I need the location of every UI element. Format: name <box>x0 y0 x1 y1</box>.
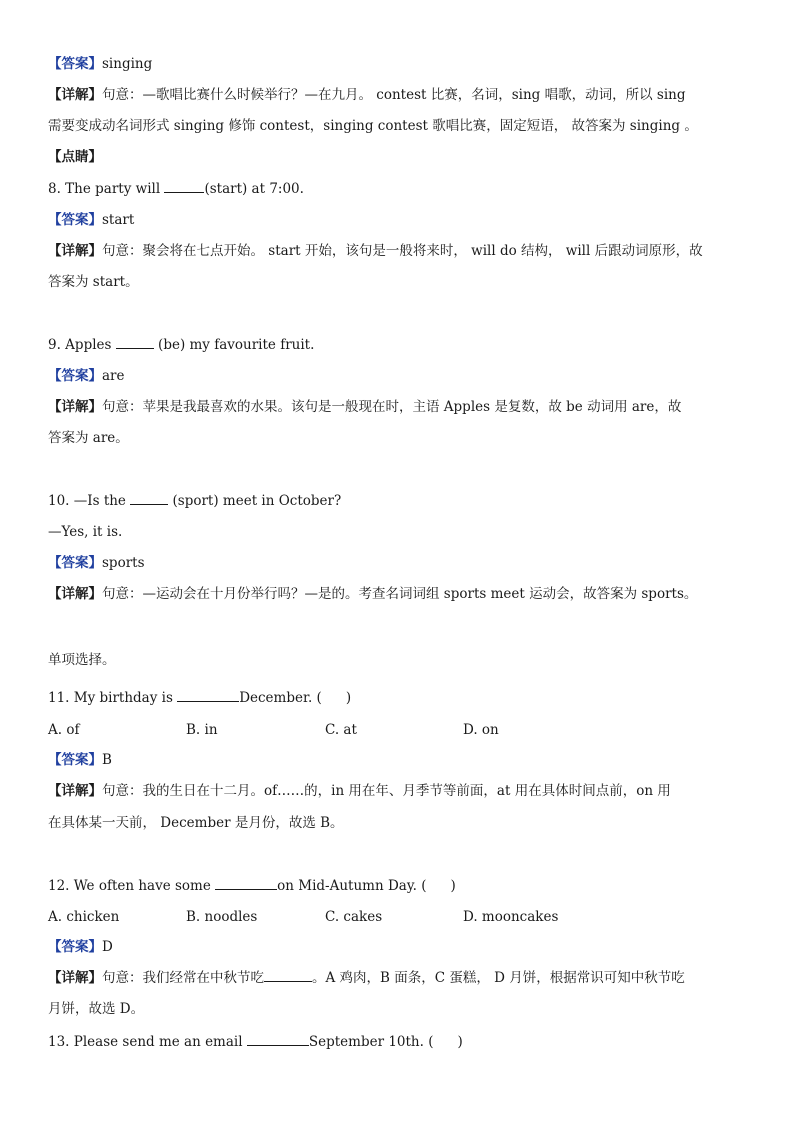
q9-question <box>48 335 758 355</box>
q12-detail-1b: 。A 鸡肉，B 面条，C 蛋糕， D 月饼，根据常识可知中秋节吃 <box>312 970 685 986</box>
q11-suffix: December. ( <box>239 690 322 706</box>
q8-answer-row <box>48 210 758 230</box>
q12-detail-1a: 句意：我们经常在中秋节吃 <box>102 970 264 986</box>
q9-suffix: (be) my favourite fruit. <box>158 337 315 353</box>
q9-blank <box>116 335 154 349</box>
q10-suffix: (sport) meet in October? <box>172 493 342 509</box>
q12-option-a: A. chicken <box>48 909 120 925</box>
q8-detail-1: 句意：聚会将在七点开始。 start 开始，该句是一般将来时， will do 结构， will 后跟动词原形，故 <box>102 243 703 259</box>
q8-blank <box>164 179 204 193</box>
q12-suffix: on Mid-Autumn Day. ( <box>277 878 427 894</box>
q9-answer: are <box>102 368 125 384</box>
q10-question-line-2 <box>48 522 758 542</box>
answer-label: 【答案】 <box>48 555 102 571</box>
q9-detail-row <box>48 397 758 417</box>
detail-label: 【详解】 <box>48 586 102 602</box>
q13-close: ) <box>457 1034 463 1050</box>
q7-answer-row <box>48 54 758 74</box>
q11-option-b: B. in <box>186 722 218 738</box>
q8-detail-row <box>48 241 758 261</box>
answer-label: 【答案】 <box>48 212 102 228</box>
q10-question <box>48 491 758 511</box>
section-title <box>48 650 758 670</box>
q8-detail-row-2 <box>48 272 758 292</box>
q12-answer: D <box>102 939 113 955</box>
q7-detail-row-2 <box>48 116 758 136</box>
q9-detail-row-2 <box>48 428 758 448</box>
q11-answer-row <box>48 750 758 770</box>
q8-answer: start <box>102 212 135 228</box>
q12-option-b: B. noodles <box>186 909 258 925</box>
q9-detail-1: 句意：苹果是我最喜欢的水果。该句是一般现在时，主语 Apples 是复数，故 be 动词用 are，故 <box>102 399 682 415</box>
section-title-text: 单项选择 <box>48 652 102 668</box>
answer-label: 【答案】 <box>48 368 102 384</box>
q9-answer-row <box>48 366 758 386</box>
q13-blank <box>247 1032 309 1046</box>
detail-label: 【详解】 <box>48 783 102 799</box>
q12-option-d: D. mooncakes <box>463 909 559 925</box>
q12-answer-row <box>48 937 758 957</box>
q12-detail-blank <box>264 968 312 982</box>
q11-option-c: C. at <box>325 722 357 738</box>
detail-label: 【详解】 <box>48 970 102 986</box>
comment-label: 【点睛】 <box>48 149 102 165</box>
q12-option-c: C. cakes <box>325 909 383 925</box>
answer-label: 【答案】 <box>48 939 102 955</box>
q11-blank <box>177 688 239 702</box>
q11-detail-1: 句意：我的生日在十二月。of……的，in 用在年、月季节等前面，at 用在具体时间点前，on 用 <box>102 783 671 799</box>
q11-option-a: A. of <box>48 722 80 738</box>
detail-label: 【详解】 <box>48 243 102 259</box>
q11-question <box>48 688 758 708</box>
q12-detail-row <box>48 968 758 988</box>
q11-prefix: 11. My birthday is <box>48 690 173 706</box>
q11-option-d: D. on <box>463 722 499 738</box>
q12-detail-row-2 <box>48 999 758 1019</box>
q8-question <box>48 179 758 199</box>
q7-answer: singing <box>102 56 153 72</box>
q13-suffix: September 10th. ( <box>308 1034 434 1050</box>
q7-detail-row <box>48 85 758 105</box>
q11-close: ) <box>345 690 352 706</box>
q12-close: ) <box>450 878 456 894</box>
q11-detail-row-2 <box>48 813 758 833</box>
q10-detail-1: 句意：—运动会在十月份举行吗？—是的。考查名词词组 sports meet 运动会，故答案为 sports。 <box>102 586 698 602</box>
answer-label: 【答案】 <box>48 752 102 768</box>
q10-detail-row <box>48 584 697 604</box>
q11-detail-2: 在具体某一天前， December 是月份，故选 B。 <box>48 815 344 831</box>
q7-detail-2: 需要变成动名词形式 singing 修饰 contest，singing contest 歌唱比赛，固定短语， 故答案为 singing 。 <box>48 118 698 134</box>
detail-label: 【详解】 <box>48 399 102 415</box>
q12-prefix: 12. We often have some <box>48 878 211 894</box>
q7-detail-1: 句意：—歌唱比赛什么时候举行？—在九月。 contest 比赛，名词，sing 唱歌，动词，所以 sing <box>102 87 686 103</box>
q13-question <box>48 1032 758 1052</box>
q8-suffix: (start) at 7:00. <box>204 181 304 197</box>
q12-detail-2: 月饼，故选 D。 <box>48 1001 145 1017</box>
q10-line-2: —Yes, it is. <box>48 524 123 540</box>
q9-prefix: 9. Apples <box>48 337 112 353</box>
q7-comment-row <box>48 147 758 167</box>
q10-prefix: 10. —Is the <box>48 493 126 509</box>
q8-prefix: 8. The party will <box>48 181 161 197</box>
q11-detail-row <box>48 781 758 801</box>
q8-detail-2: 答案为 start。 <box>48 274 139 290</box>
q9-detail-2: 答案为 are。 <box>48 430 129 446</box>
q12-question <box>48 876 758 896</box>
q10-answer-row <box>48 553 758 573</box>
answer-label: 【答案】 <box>48 56 102 72</box>
q10-answer: sports <box>102 555 145 571</box>
q10-blank <box>130 491 168 505</box>
section-title-mark: 。 <box>102 652 116 668</box>
q13-prefix: 13. Please send me an email <box>48 1034 243 1050</box>
q12-blank <box>215 876 277 890</box>
q11-answer: B <box>102 752 112 768</box>
detail-label: 【详解】 <box>48 87 102 103</box>
